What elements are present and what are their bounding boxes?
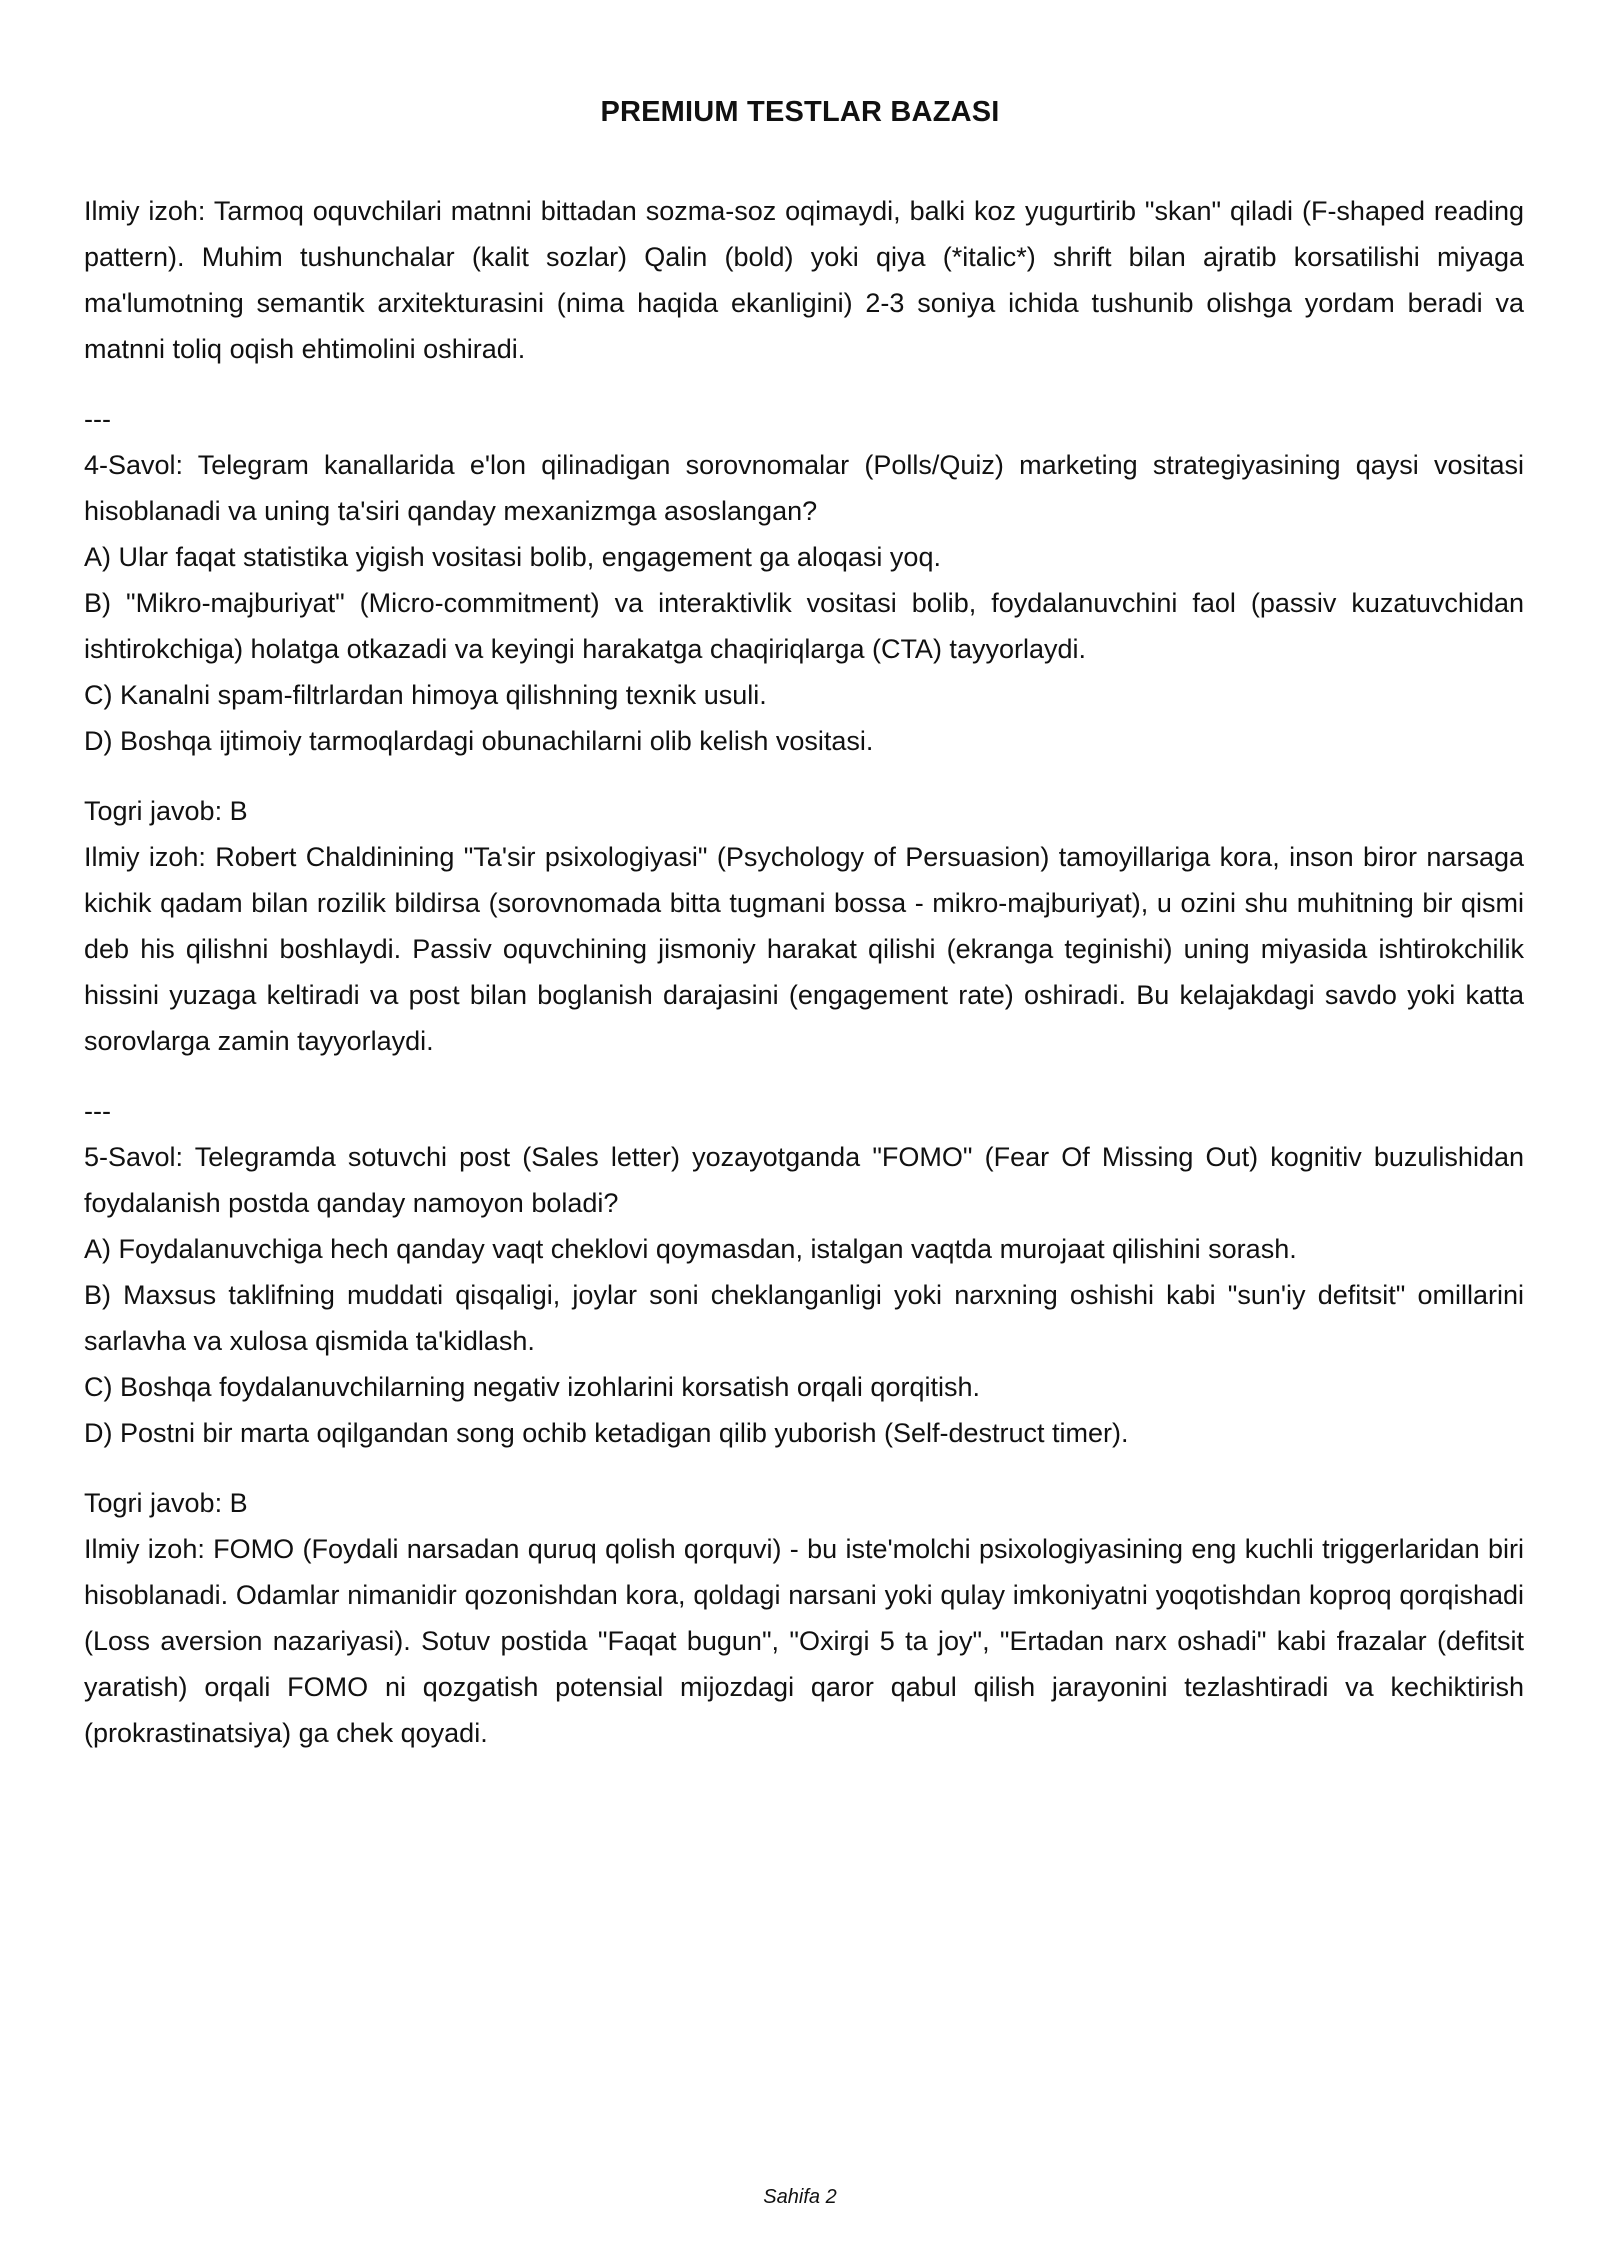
option-c: C) Kanalni spam-filtrlardan himoya qilishning texnik usuli.: [84, 680, 767, 710]
separator: ---: [84, 1096, 111, 1126]
correct-answer: Togri javob: B: [84, 796, 248, 826]
answer-explanation: Ilmiy izoh: Robert Chaldinining "Ta'sir psixologiyasi" (Psychology of Persuasion) tamoyillariga kora, inson biror narsaga kichik qadam bilan rozilik bildirsa (sorovnomada bitta tugmani bossa - mikro-majburiyat), u ozini shu muhitning bir qismi deb his qilishni boshlaydi. Passiv oquvchining jismoniy harakat qilishi (ekranga teginishi) uning miyasida ishtirokchilik hissini yuzaga keltiradi va post bilan boglanish darajasini (engagement rate) oshiradi. Bu kelajakdagi savdo yoki katta sorovlarga zamin tayyorlaydi.: [84, 842, 1524, 1056]
page-number: Sahifa 2: [763, 2186, 837, 2208]
answer-explanation: Ilmiy izoh: FOMO (Foydali narsadan quruq qolish qorquvi) - bu iste'molchi psixologiyasining eng kuchli triggerlaridan biri hisoblanadi. Odamlar nimanidir qozonishdan kora, qoldagi narsani yoki qulay imkoniyatni yoqotishdan koproq qorqishadi (Loss aversion nazariyasi). Sotuv postida "Faqat bugun", "Oxirgi 5 ta joy", "Ertadan narx oshadi" kabi frazalar (defitsit yaratish) orqali FOMO ni qozgatish potensial mijozdagi qaror qabul qilish jarayonini tezlashtiradi va kechiktirish (prokrastinatsiya) ga chek qoyadi.: [84, 1534, 1524, 1748]
question-text: 4-Savol: Telegram kanallarida e'lon qilinadigan sorovnomalar (Polls/Quiz) marketing strategiyasining qaysi vositasi hisoblanadi va uning ta'siri qanday mexanizmga asoslangan?: [84, 450, 1524, 526]
intro-explanation-block: [84, 188, 1524, 372]
question-block: [84, 1134, 1524, 1456]
option-a: A) Foydalanuvchiga hech qanday vaqt cheklovi qoymasdan, istalgan vaqtda murojaat qilishini sorash.: [84, 1234, 1297, 1264]
correct-answer: Togri javob: B: [84, 1488, 248, 1518]
option-a: A) Ular faqat statistika yigish vositasi bolib, engagement ga aloqasi yoq.: [84, 542, 941, 572]
question-text: 5-Savol: Telegramda sotuvchi post (Sales letter) yozayotganda "FOMO" (Fear Of Missing Out) kognitiv buzulishidan foydalanish postda qanday namoyon boladi?: [84, 1142, 1524, 1218]
option-d: D) Postni bir marta oqilgandan song ochib ketadigan qilib yuborish (Self-destruct timer).: [84, 1418, 1129, 1448]
separator: ---: [84, 404, 111, 434]
answer-block: [84, 1480, 1524, 1756]
question-block: [84, 442, 1524, 764]
option-c: C) Boshqa foydalanuvchilarning negativ izohlarini korsatish orqali qorqitish.: [84, 1372, 980, 1402]
option-d: D) Boshqa ijtimoiy tarmoqlardagi obunachilarni olib kelish vositasi.: [84, 726, 874, 756]
option-b: B) Maxsus taklifning muddati qisqaligi, joylar soni cheklanganligi yoki narxning oshishi kabi "sun'iy defitsit" omillarini sarlavha va xulosa qismida ta'kidlash.: [84, 1280, 1524, 1356]
answer-block: [84, 788, 1524, 1064]
page-content: [84, 188, 1524, 1780]
option-b: B) "Mikro-majburiyat" (Micro-commitment) va interaktivlik vositasi bolib, foydalanuvchini faol (passiv kuzatuvchidan ishtirokchiga) holatga otkazadi va keyingi harakatga chaqiriqlarga (CTA) tayyorlaydi.: [84, 588, 1524, 664]
page-title: PREMIUM TESTLAR BAZASI: [600, 96, 1000, 128]
intro-explanation: Ilmiy izoh: Tarmoq oquvchilari matnni bittadan sozma-soz oqimaydi, balki koz yugurtirib "skan" qiladi (F-shaped reading pattern). Muhim tushunchalar (kalit sozlar) Qalin (bold) yoki qiya (*italic*) shrift bilan ajratib korsatilishi miyaga ma'lumotning semantik arxitekturasini (nima haqida ekanligini) 2-3 soniya ichida tushunib olishga yordam beradi va matnni toliq oqish ehtimolini oshiradi.: [84, 196, 1524, 364]
